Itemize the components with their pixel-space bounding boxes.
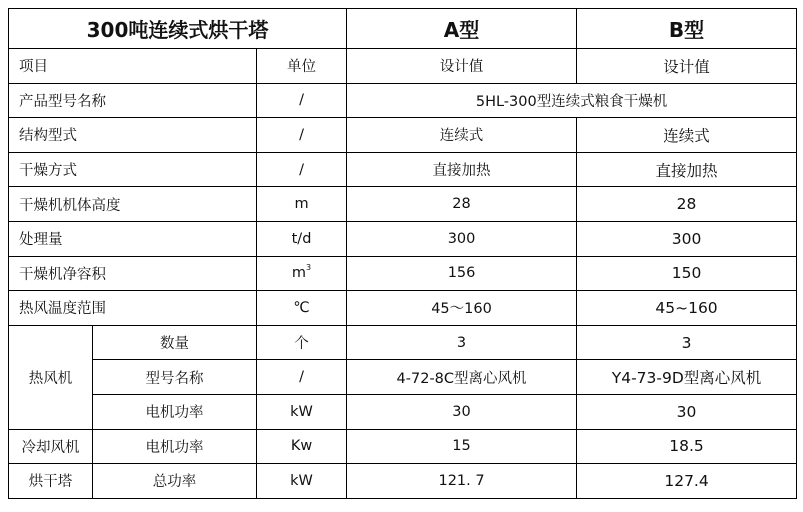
row-unit: ℃ xyxy=(257,291,347,326)
row-item: 干燥机净容积 xyxy=(9,256,257,291)
row-unit: kW xyxy=(257,394,347,429)
row-value-b: 直接加热 xyxy=(577,152,797,187)
row-value-a: 4-72-8C型离心风机 xyxy=(347,360,577,395)
row-subitem: 型号名称 xyxy=(93,360,257,395)
header-unit: 单位 xyxy=(257,49,347,84)
row-item: 干燥机机体高度 xyxy=(9,187,257,222)
row-unit: Kw xyxy=(257,429,347,464)
row-value-b: 150 xyxy=(577,256,797,291)
row-item: 处理量 xyxy=(9,221,257,256)
row-value-a: 30 xyxy=(347,394,577,429)
row-unit: kW xyxy=(257,464,347,499)
unit-text: m xyxy=(291,265,307,282)
group-cool-fan: 冷却风机 xyxy=(9,429,93,464)
row-unit: m xyxy=(257,187,347,222)
header-b: 设计值 xyxy=(577,49,797,84)
table-row xyxy=(9,394,797,429)
spec-table xyxy=(8,8,797,499)
row-value-a: 156 xyxy=(347,256,577,291)
row-value-b: 3 xyxy=(577,325,797,360)
row-item: 热风温度范围 xyxy=(9,291,257,326)
row-value-a: 45～160 xyxy=(347,291,577,326)
unit-superscript: 3 xyxy=(306,263,312,273)
row-value-a: 3 xyxy=(347,325,577,360)
row-value-b: 连续式 xyxy=(577,118,797,153)
row-value-b: 28 xyxy=(577,187,797,222)
table-row xyxy=(9,325,797,360)
table-row xyxy=(9,187,797,222)
table-row xyxy=(9,83,797,118)
row-unit xyxy=(257,256,347,291)
row-value-a: 121. 7 xyxy=(347,464,577,499)
row-value-a: 28 xyxy=(347,187,577,222)
row-unit: 个 xyxy=(257,325,347,360)
table-row xyxy=(9,429,797,464)
header-row xyxy=(9,49,797,84)
row-unit: / xyxy=(257,83,347,118)
row-value-b: 127.4 xyxy=(577,464,797,499)
row-value-a: 直接加热 xyxy=(347,152,577,187)
group-hot-fan: 热风机 xyxy=(9,325,93,429)
row-unit: / xyxy=(257,152,347,187)
table-row xyxy=(9,291,797,326)
row-subitem: 数量 xyxy=(93,325,257,360)
table-row xyxy=(9,360,797,395)
table-row xyxy=(9,118,797,153)
row-value-b: 30 xyxy=(577,394,797,429)
row-value-b: 18.5 xyxy=(577,429,797,464)
group-tower: 烘干塔 xyxy=(9,464,93,499)
row-value-b: Y4-73-9D型离心风机 xyxy=(577,360,797,395)
row-unit: t/d xyxy=(257,221,347,256)
header-a: 设计值 xyxy=(347,49,577,84)
row-value-a: 连续式 xyxy=(347,118,577,153)
col-header-b: B型 xyxy=(577,9,797,49)
row-item: 结构型式 xyxy=(9,118,257,153)
row-value-b: 45~160 xyxy=(577,291,797,326)
row-subitem: 电机功率 xyxy=(93,429,257,464)
row-unit: / xyxy=(257,118,347,153)
row-value-b: 300 xyxy=(577,221,797,256)
row-merged-value: 5HL-300型连续式粮食干燥机 xyxy=(347,83,797,118)
table-row xyxy=(9,464,797,499)
title-row xyxy=(9,9,797,49)
col-header-a: A型 xyxy=(347,9,577,49)
row-item: 产品型号名称 xyxy=(9,83,257,118)
table-row xyxy=(9,256,797,291)
row-subitem: 总功率 xyxy=(93,464,257,499)
row-value-a: 300 xyxy=(347,221,577,256)
row-value-a: 15 xyxy=(347,429,577,464)
row-item: 干燥方式 xyxy=(9,152,257,187)
header-item: 项目 xyxy=(9,49,257,84)
row-unit: / xyxy=(257,360,347,395)
table-title: 300吨连续式烘干塔 xyxy=(9,9,347,49)
table-row xyxy=(9,221,797,256)
row-subitem: 电机功率 xyxy=(93,394,257,429)
table-row xyxy=(9,152,797,187)
